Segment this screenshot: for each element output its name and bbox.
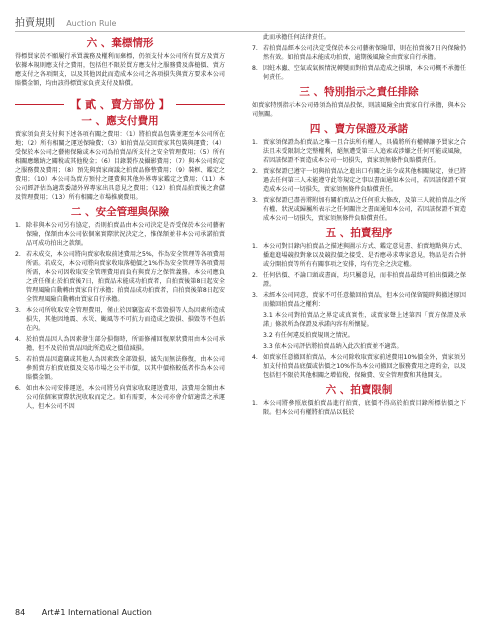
sub-item: 3.3 依本公司評估將拍賣品納入此次拍賣並不適當。 bbox=[263, 343, 403, 350]
list-item bbox=[252, 291, 466, 309]
restrictions-list bbox=[252, 399, 466, 417]
section-title-warranty: 四 、賣方保證及承諾 bbox=[309, 123, 409, 135]
header-divider bbox=[15, 31, 465, 32]
list-item bbox=[15, 250, 225, 304]
list-item bbox=[252, 196, 466, 223]
section-title-safety: 二 、安全管理與保險 bbox=[70, 206, 170, 218]
section-title-restrictions: 六 、拍賣限制 bbox=[325, 384, 393, 396]
item-number: 7. bbox=[252, 45, 258, 52]
list-item bbox=[15, 335, 225, 353]
item-text: 本公司將參照底價拍賣品進行拍賣，底價不得高於拍賣目錄所標估價之下限。但本公司有權將拍賣品以低於 bbox=[263, 400, 466, 416]
item-number: 2. bbox=[252, 168, 258, 175]
header-subtitle: Auction Rule bbox=[66, 19, 117, 28]
list-item bbox=[252, 399, 466, 417]
section-title-forfeit: 六 、棄標情形 bbox=[86, 37, 154, 49]
list-item bbox=[15, 221, 225, 248]
warranty-list bbox=[252, 138, 466, 223]
item-text: 本公司對目錄內拍賣品之描述與圖示方式、鑑定意見書、拍賣地點與方式、播進進場競投對象以及競投價之接受、是否應尋求專家意見，物品是否合併或分開拍賣等所有有關事項之安排，均有完全之決定權。 bbox=[263, 243, 466, 268]
item-text: 若拍賣品因遺竊或其他人為因素致全部毀損、滅失而無法修復，由本公司參照賣方拍賣底價及交易市場之公平市價，以其中價格較低者作為本公司賠償金額。 bbox=[26, 356, 225, 381]
list-item bbox=[252, 44, 466, 62]
page-number: 84 bbox=[15, 608, 26, 617]
item-text: 本公司所收取安全管理費用，僅止於因竊盜或不當毀損等人為因素所造成損失，其他因地震、水災、颱風等不可抗力而造成之毀損、損毀等不包括在內。 bbox=[26, 307, 225, 332]
section-body-fees: 賣家須負責支付與下述各項有關之費用：（1）將拍賣品包裝並運至本公司所在地；（2）所有相關之運送保險費；（3）如拍賣品交回賣家其包裝與運費；（4）受保於本公司之藝術保險或本公司為拍賣品所支付之安全管理費用；（5）所有相關應繳納之關稅或其他稅金；（6）目錄製作及攝影費用；（7）與本公司約定之服務費及費用；（8）預先與賣家商議之拍賣品修整費用；（9）裝框、鑑定之費用；（10）本公司為賣方預付之運費與其他外界專家鑑定之費用；（11）本公司經評估為適當委請外界專家出具意見之費用；（12）拍賣品拍賣後之倉儲及管理費用；（13）所有相關之市場推廣費用。 bbox=[15, 131, 225, 201]
item-number: 3. bbox=[252, 197, 258, 204]
item-number: 1. bbox=[252, 400, 258, 407]
item-number: 2. bbox=[15, 251, 21, 258]
item-number: 4. bbox=[15, 336, 21, 343]
item-text: 任何估價、不論口頭或書面，均只屬意見，而非拍賣品最終可拍出價錢之保證。 bbox=[263, 272, 466, 288]
item-number: 4. bbox=[252, 354, 258, 361]
header-title: 拍賣規則 bbox=[15, 18, 55, 29]
item-text: 賣家保證已遵守一切與拍賣品之進出口有關之法令或其他相關規定，並已將過去任何第三人未能遵守此等規定之事以書面通知本公司，若因該保證不實造成本公司一切損失，賣家須無條件負賠償責任。 bbox=[263, 168, 466, 193]
left-column bbox=[15, 33, 225, 413]
procedure-sublist bbox=[252, 311, 466, 351]
safety-list bbox=[15, 221, 225, 411]
item-text: 如賣家任意撤回拍賣品，本公司除收取賣家前述費用10%價金外，賣家須另加支付拍賣品底價或估價之10%作為本公司撤回之服務費用之違約金，以及包括但不限於其他相關之增值稅、保險費、安全管理費和其他開支。 bbox=[263, 354, 466, 379]
procedure-list-continued bbox=[252, 353, 466, 380]
part-title-seller: 【 貳 、賣方部份 】 bbox=[15, 98, 225, 111]
sub-item: 3.2 有任何違反拍賣規則之情況。 bbox=[263, 332, 354, 339]
list-item bbox=[252, 242, 466, 269]
right-column bbox=[252, 33, 466, 419]
item-text: 若拍賣品經本公司決定受保於本公司藝術保險單，則在拍賣後7日內保險仍然有效。如拍賣品未能成功拍賣，逾期後風險全由賣家自行承擔。 bbox=[263, 45, 466, 61]
item-number: 5. bbox=[15, 356, 21, 363]
section-body-forfeit: 得標買家於不願履行承買義務及權利而棄標，仍須支付本公司所有買方及賣方依據本規則應支付之費用，包括但不限於買方應支付之服務費及落槌價、賣方應支付之各項開支，以及其他因此而造成本公司之各項損失與賣方要求本公司賠償金額，均由該得標買家負責支付及賠償。 bbox=[15, 53, 225, 87]
safety-list-continued bbox=[252, 44, 466, 82]
list-item bbox=[252, 271, 466, 289]
list-item bbox=[252, 138, 466, 165]
section-title-exclusion: 三 、特別指示之責任排除 bbox=[299, 86, 419, 98]
item-text: 未經本公司同意，賣家不可任意撤回拍賣品，但本公司保留隨時與撤述原因而撤回拍賣品之權利： bbox=[263, 292, 466, 308]
page-footer bbox=[15, 608, 152, 617]
list-item bbox=[15, 355, 225, 382]
item-text: 除非與本公司另有協定，否則拍賣品由本公司決定是否受保於本公司藝術保險，保額由本公司依個案實際狀況決定之，惟保額並非本公司承諾拍賣品可成功拍出之款額。 bbox=[26, 222, 225, 247]
item-text: 賣家須保證為拍賣品之唯一且合法所有權人，具備將所有權轉讓予買家之合法且未受限制之完整權利，絕無遭受第三人追索或涉嫌之任何可能或風險，若因該保證不實造成本公司一切損失，賣家須無條件負賠償責任。 bbox=[263, 139, 466, 164]
item-number: 8. bbox=[252, 65, 258, 72]
item-text: 若未成交，本公司將向賣家收取前述費用之5%，作為安全管理等各項費用所需。若成交，本公司將向賣家收取落槌價之1%作為安全管理等各項費用所需，本公司因收取安全管理費用而負有與賣方之保管義務。本公司應負之責任僅止於拍賣後7日，拍賣品未能成功拍賣者，自拍賣後第8日起安全管理風險自動轉由賣家自行承擔；拍賣品成功拍賣者，自拍賣後第8日起安全管理風險自動轉由買家自行承擔。 bbox=[26, 251, 225, 303]
section-title-fees: 一 、應支付費用 bbox=[81, 115, 159, 127]
continued-text: 此而承擔任何法律責任。 bbox=[263, 34, 331, 41]
item-number: 3. bbox=[15, 307, 21, 314]
item-text: 於拍賣品因人為因素發生部分損傷時，所需修補回復原狀費用由本公司承擔，但不及於拍賣品因此所造成之價值減損。 bbox=[26, 336, 225, 352]
page-header bbox=[15, 14, 116, 29]
item-text: 賣家保證已盡善將附加有關拍賣品之任何重大修改，及第三人就拍賣品之所有權、狀況或歸屬所表示之任何關注之書面通知本公司，若因該保證不實造成本公司一切損失，賣家須無條件負賠償責任。 bbox=[263, 197, 466, 222]
item-text: 如由本公司安排運送，本公司將另向賣家收取運送費用，該費用金額由本公司依個案實際狀況收取而定之。如有需要，本公司亦會介紹適當之承運人，但本公司不因 bbox=[26, 385, 225, 410]
item-number: 1. bbox=[252, 243, 258, 250]
publication-name: Art#1 International Auction bbox=[41, 608, 152, 617]
item-number: 6. bbox=[15, 385, 21, 392]
list-item bbox=[15, 384, 225, 411]
item-number: 3. bbox=[252, 292, 258, 299]
list-item bbox=[252, 64, 466, 82]
list-item bbox=[252, 167, 466, 194]
section-title-procedure: 五 、拍賣程序 bbox=[325, 227, 393, 239]
item-number: 2. bbox=[252, 272, 258, 279]
procedure-list bbox=[252, 242, 466, 309]
item-number: 1. bbox=[15, 222, 21, 229]
section-body-exclusion: 如賣家特別指示本公司毋須為拍賣品投保，則該風險全由賣家自行承擔，與本公司無關。 bbox=[252, 102, 466, 118]
item-number: 1. bbox=[252, 139, 258, 146]
item-text: 因蛀木蟲、空氣或氣候情況轉變而對拍賣品造成之損壞，本公司概不承擔任何責任。 bbox=[263, 65, 466, 81]
list-item bbox=[252, 353, 466, 380]
list-item bbox=[15, 306, 225, 333]
sub-item: 3.1 本公司對拍賣品之界定或真實性，或賣家聲上述第四「賣方保證及承諾」條款所為保證及承諾內容有所懷疑。 bbox=[263, 312, 466, 328]
